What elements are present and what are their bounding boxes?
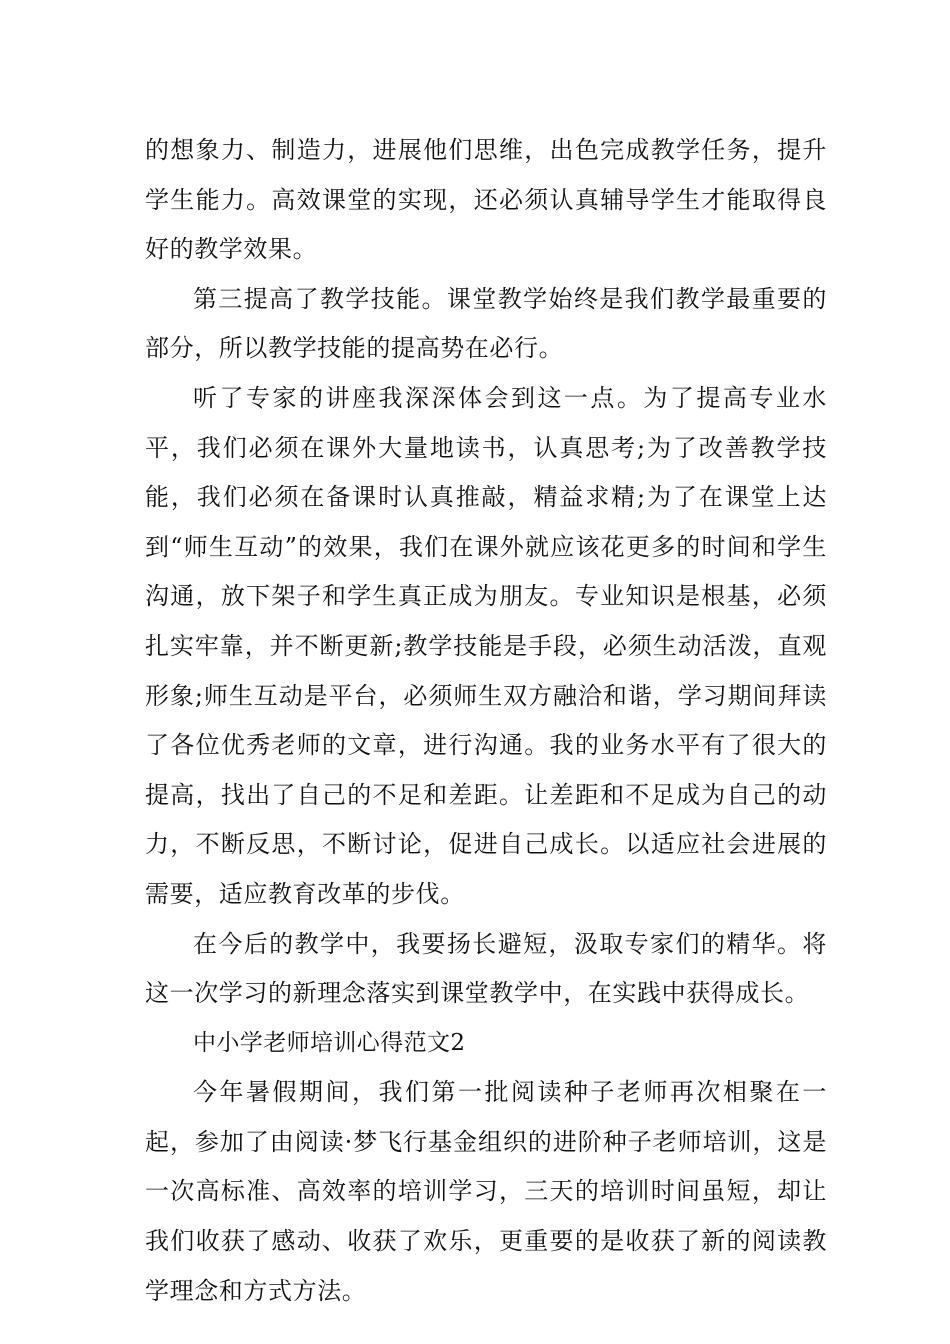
- paragraph-continuation: 的想象力、制造力，进展他们思维，出色完成教学任务，提升学生能力。高效课堂的实现，还必须认真辅导学生才能取得良好的教学效果。: [145, 136, 827, 264]
- paragraph-expert-lecture: 听了专家的讲座我深深体会到这一点。为了提高专业水平，我们必须在课外大量地读书，认真思考;为了改善教学技能，我们必须在备课时认真推敲，精益求精;为了在课堂上达到“师生互动”的效果，我们在课外就应该花更多的时间和学生沟通，放下架子和学生真正成为朋友。专业知识是根基，必须扎实牢靠，并不断更新;教学技能是手段，必须生动活泼，直观形象;师生互动是平台，必须师生双方融洽和谐，学习期间拜读了各位优秀老师的文章，进行沟通。我的业务水平有了很大的提高，找出了自己的不足和差距。让差距和不足成为自己的动力，不断反思，不断讨论，促进自己成长。以适应社会进展的需要，适应教育改革的步伐。: [145, 383, 827, 908]
- document-body: [145, 126, 827, 1316]
- paragraph-teaching-skills: 第三提高了教学技能。课堂教学始终是我们教学最重要的部分，所以教学技能的提高势在必行。: [145, 284, 827, 363]
- paragraph-future-teaching: 在今后的教学中，我要扬长避短，汲取专家们的精华。将这一次学习的新理念落实到课堂教学中，在实践中获得成长。: [145, 929, 827, 1008]
- section-heading: 中小学老师培训心得范文2: [193, 1029, 466, 1056]
- paragraph-summer-training: 今年暑假期间，我们第一批阅读种子老师再次相聚在一起，参加了由阅读·梦飞行基金组织的进阶种子老师培训，这是一次高标准、高效率的培训学习，三天的培训时间虽短，却让我们收获了感动、收获了欢乐，更重要的是收获了新的阅读教学理念和方式方法。: [145, 1078, 827, 1305]
